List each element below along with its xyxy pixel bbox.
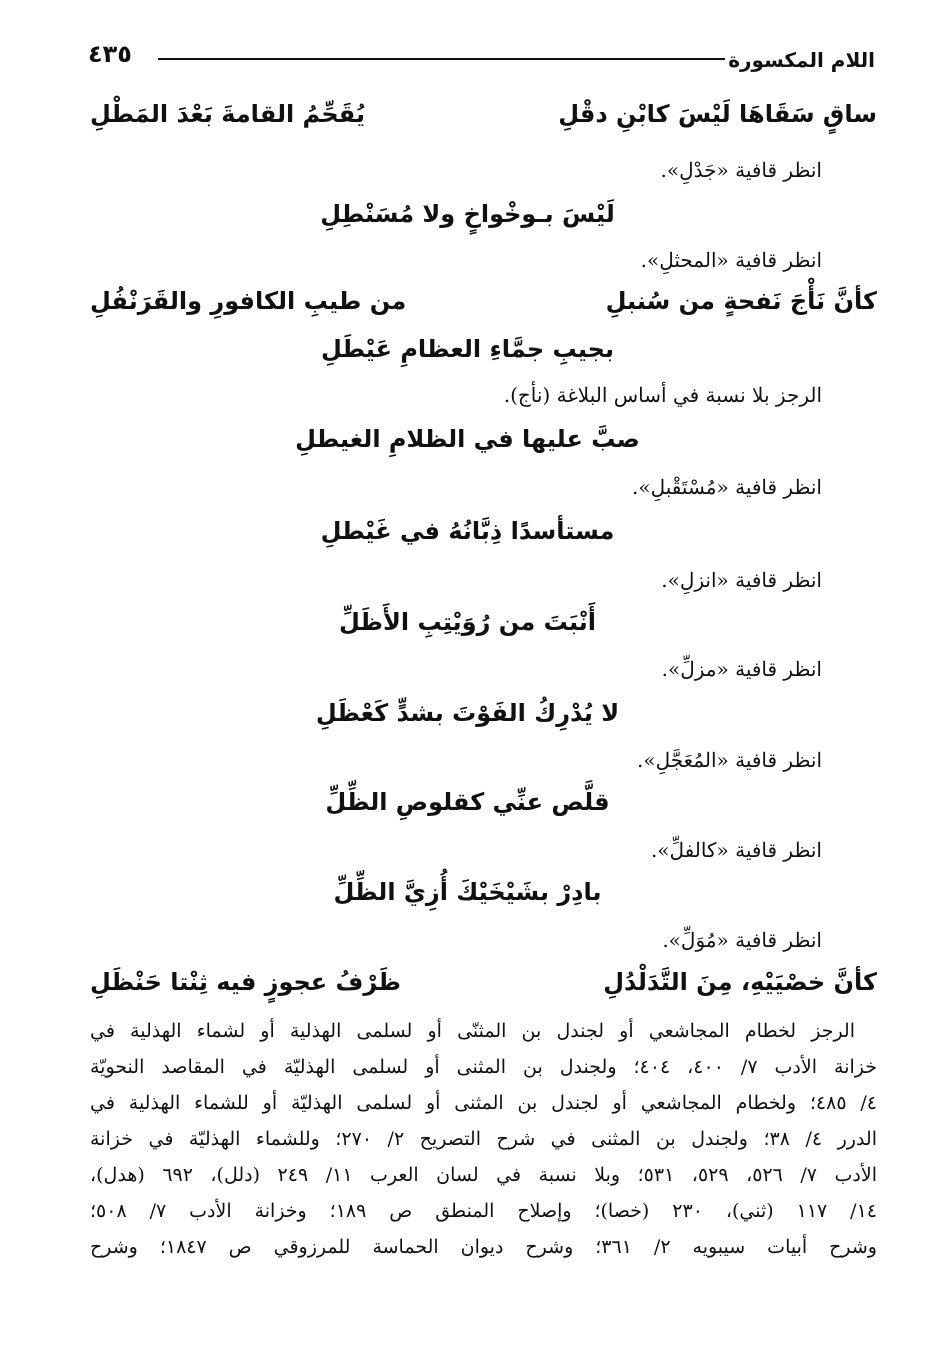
commentary-line: الدرر ٤/ ٣٨؛ ولجندل بن المثنى في شرح التصريح ٢/ ٢٧٠؛ وللشماء الهذليّة في خزانة [90,1128,877,1150]
header-rule [158,58,725,60]
rhyme-reference: انظر قافية «مُسْتَقْبلِ». [632,475,822,499]
commentary-line: الأدب ٧/ ٥٢٦، ٥٢٩، ٥٣١؛ وبلا نسبة في لسان العرب ١١/ ٢٤٩ (دلل)، ٦٩٢ (هدل)، [90,1164,877,1186]
rhyme-reference: انظر قافية «المُعَجَّلِ». [637,748,822,772]
commentary-line: ١٤/ ١١٧ (ثني)، ٢٣٠ (خصا)؛ وإصلاح المنطق ص ١٨٩؛ وخزانة الأدب ٧/ ٥٠٨؛ [90,1200,877,1222]
verse-line: أَنْبَتَ من رُوَيْتِبِ الأَظَلِّ [338,608,597,636]
verse-line: صبَّ عليها في الظلامِ الغيطلِ [295,425,640,453]
rhyme-reference: انظر قافية «مُوَلِّ». [662,928,822,952]
rhyme-reference: انظر قافية «انزلِ». [661,568,822,592]
rhyme-reference: انظر قافية «المحثلِ». [640,248,822,272]
commentary-line: وشرح أبيات سيبويه ٢/ ٣٦١؛ وشرح ديوان الحماسة للمرزوقي ص ١٨٤٧؛ وشرح [90,1236,877,1258]
verse-line [90,968,877,996]
verse-line: قلَّص عنِّي كقلوصِ الظِّلِّ [325,788,610,816]
hemistich-right: كأنَّ نَأْجَ نَفحةٍ من سُنبلِ [605,287,877,315]
hemistich-left: ظَرْفُ عجوزٍ فيه ثِنْتا حَنْظَلِ [90,968,401,996]
commentary-line: ٤/ ٤٨٥؛ ولخطام المجاشعي أو لجندل بن المثنى أو لسلمى الهذليّة أو للشماء الهذلية في [90,1092,877,1114]
page-header [88,36,875,76]
source-note: الرجز بلا نسبة في أساس البلاغة (نأج). [503,383,822,407]
running-title: اللام المكسورة [728,48,875,72]
rhyme-reference: انظر قافية «جَدْلِ». [660,158,822,182]
rhyme-reference: انظر قافية «كالفلِّ». [650,838,822,862]
verse-line: بادِرْ بشَيْخَيْكَ أُزِيَّ الظِّلِّ [333,878,602,906]
hemistich-right: ساقٍ سَقَاهَا لَيْسَ كابْنِ دقْلِ [558,100,877,128]
hemistich-right: كأنَّ خصْيَيْهِ، مِنَ التَّدَلْدُلِ [603,968,877,996]
hemistich-left: من طيبِ الكافورِ والقَرَنْفُلِ [90,287,407,315]
commentary-line: خزانة الأدب ٧/ ٤٠٠، ٤٠٤؛ ولجندل بن المثنى أو لسلمى الهذليّة في المقاصد النحويّة [90,1056,877,1078]
verse-line: لَيْسَ بـوخْواخٍ ولا مُسَنْطِلِ [320,200,615,228]
rhyme-reference: انظر قافية «مزلِّ». [661,657,822,681]
commentary-line: الرجز لخطام المجاشعي أو لجندل بن المثنّى أو لسلمى الهذلية أو لشماء الهذلية في [90,1020,855,1042]
verse-line: مستأسدًا ذِبَّانُهُ في غَيْطلِ [320,517,615,545]
verse-line: لا يُدْرِكُ الفَوْتَ بشدٍّ كَعْظَلِ [315,699,620,727]
verse-line [90,287,877,315]
verse-line: بجيبِ جمَّاءِ العظامِ عَيْطَلِ [320,335,614,363]
page-number: ٤٣٥ [88,40,132,68]
hemistich-left: يُقَحِّمُ القامةَ بَعْدَ المَطْلِ [90,100,365,128]
verse-line [90,100,877,128]
